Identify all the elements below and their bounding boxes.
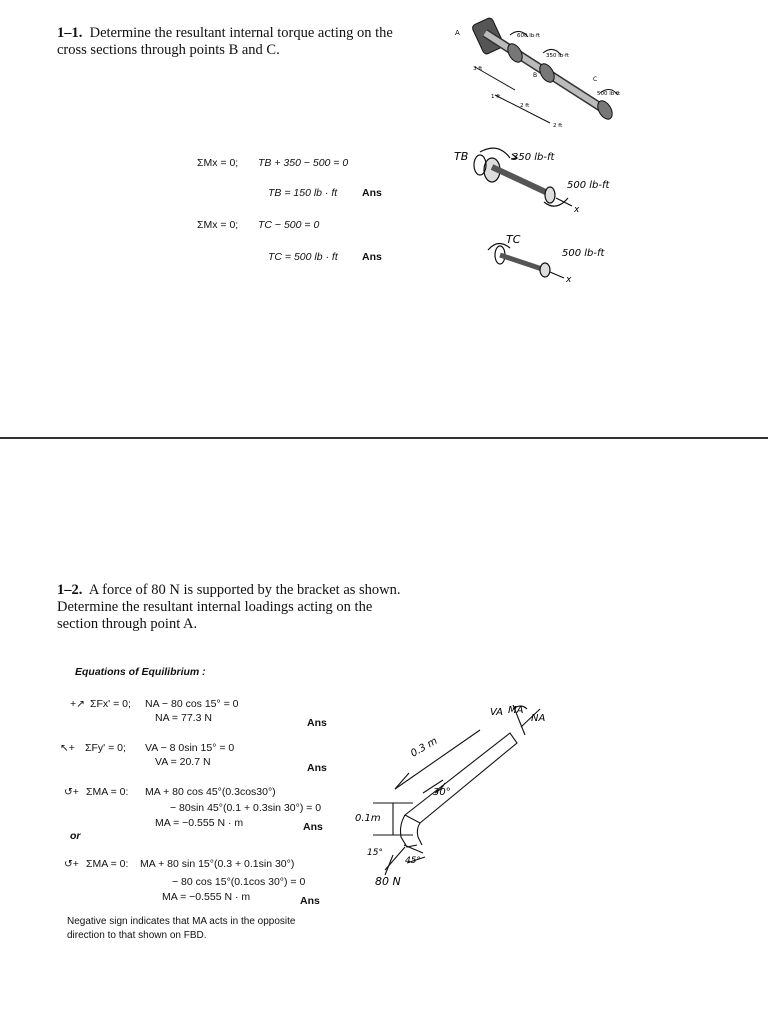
p2-eqB-arrow: ↖+ <box>60 742 75 754</box>
p2-eqD-label: ΣMA = 0: <box>86 858 129 870</box>
problem1-line2: cross sections through points B and C. <box>57 42 280 58</box>
p2-eqB: VA − 8 0sin 15° = 0 <box>145 742 235 754</box>
fig1-label-350: 350 lb·ft <box>546 53 570 59</box>
fig2-label-80N: 80 N <box>375 875 401 888</box>
p1-ans2: Ans <box>362 251 382 263</box>
p2-eqD-line1: MA + 80 sin 15°(0.3 + 0.1sin 30°) <box>140 858 295 870</box>
fig2-label-15: 15° <box>367 848 383 858</box>
fig1-label-1ft: 1 ft <box>491 94 501 100</box>
fig1-label-A: A <box>455 29 460 37</box>
problem2-line2: Determine the resultant internal loadings acting on the <box>57 599 373 615</box>
p1-eq2-result: TC = 500 lb · ft <box>268 251 338 263</box>
p2-eqC-line2: − 80sin 45°(0.1 + 0.3sin 30°) = 0 <box>170 802 322 814</box>
p1-eq2-label: ΣMx = 0; <box>197 219 239 231</box>
shaft-drawing <box>471 17 618 123</box>
section-divider <box>0 437 768 439</box>
fig2-label-30: 30° <box>433 787 451 798</box>
fbd1-figure <box>452 140 622 215</box>
p2-eqA: NA − 80 cos 15° = 0 <box>145 698 239 710</box>
fig1-label-C: C <box>593 76 598 83</box>
p1-eq1: TB + 350 − 500 = 0 <box>258 157 349 169</box>
p2-eqC-label: ΣMA = 0: <box>86 786 129 798</box>
fig2-label-01m: 0.1m <box>355 813 381 824</box>
fig2-label-45: 45° <box>405 856 421 866</box>
fbd1-label-x: x <box>574 205 580 215</box>
shaft-figure <box>455 15 630 130</box>
problem2-number: 1–2. <box>57 582 83 598</box>
problem1-statement <box>57 25 393 59</box>
p1-eq2: TC − 500 = 0 <box>258 219 320 231</box>
p2-eqB-label: ΣFy' = 0; <box>85 742 126 754</box>
p2-eqB-result: VA = 20.7 N <box>155 756 211 768</box>
problem2-line3: section through point A. <box>57 616 198 632</box>
p1-ans1: Ans <box>362 187 382 199</box>
bracket-drawing <box>373 705 540 875</box>
fbd2-label-x: x <box>566 275 572 285</box>
bracket-figure <box>335 695 550 895</box>
problem1-line1: Determine the resultant internal torque acting on the <box>89 25 393 41</box>
fbd1-label-350: 350 lb-ft <box>512 152 555 163</box>
fig1-label-500: 500 lb·ft <box>597 91 621 97</box>
fbd2-label-TC: TC <box>506 233 521 246</box>
fbd2-drawing <box>488 243 564 278</box>
fig1-label-2ft-b: 2 ft <box>553 123 563 129</box>
fig2-label-VA: VA <box>490 707 504 718</box>
p2-ansA: Ans <box>307 717 327 729</box>
p2-eqA-arrow: +↗ <box>70 698 85 710</box>
problem2-statement <box>57 582 401 633</box>
p2-eqD-line2: − 80 cos 15°(0.1cos 30°) = 0 <box>172 876 306 888</box>
p2-eqD-arrow: ↺+ <box>64 858 79 870</box>
p2-eqD-result: MA = −0.555 N · m <box>162 891 251 903</box>
p2-or: or <box>70 830 81 842</box>
fig1-label-3ft: 3 ft <box>473 66 483 72</box>
fbd2-label-500: 500 lb-ft <box>562 248 605 259</box>
fig2-label-NA: NA <box>531 713 546 724</box>
fig2-label-MA: MA <box>508 705 524 716</box>
fig2-label-03m: 0.3 m <box>409 735 440 760</box>
p2-ansD: Ans <box>300 895 320 907</box>
fig1-label-600: 600 lb·ft <box>517 33 541 39</box>
p2-eqC-line1: MA + 80 cos 45°(0.3cos30°) <box>145 786 276 798</box>
p2-ansB: Ans <box>307 762 327 774</box>
p2-eqC-arrow: ↺+ <box>64 786 79 798</box>
problem2-line1: A force of 80 N is supported by the bracket as shown. <box>88 582 401 598</box>
p2-heading: Equations of Equilibrium : <box>75 666 206 678</box>
problem1-number: 1–1. <box>57 25 83 41</box>
fig1-label-2ft-a: 2 ft <box>520 103 530 109</box>
p2-note: Negative sign indicates that MA acts in the opposite direction to that shown on FBD. <box>67 916 296 941</box>
p2-eqC-result: MA = −0.555 N · m <box>155 817 244 829</box>
fbd1-label-TB: TB <box>454 150 469 163</box>
fbd2-figure <box>480 230 620 285</box>
p2-eqA-label: ΣFx' = 0; <box>90 698 131 710</box>
p1-eq1-label: ΣMx = 0; <box>197 157 239 169</box>
fbd1-label-500: 500 lb-ft <box>567 180 610 191</box>
fig1-label-B: B <box>533 72 538 79</box>
p1-eq1-result: TB = 150 lb · ft <box>268 187 338 199</box>
p2-ansC: Ans <box>303 821 323 833</box>
p2-eqA-result: NA = 77.3 N <box>155 712 212 724</box>
